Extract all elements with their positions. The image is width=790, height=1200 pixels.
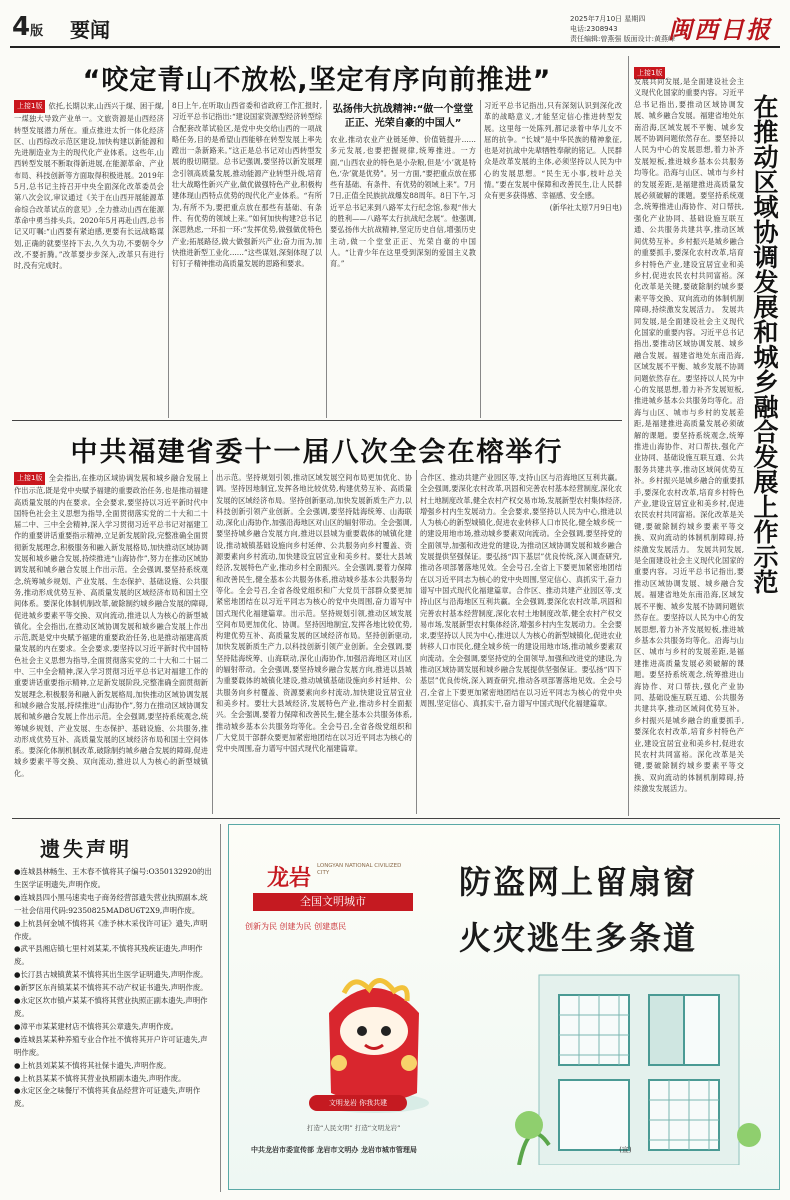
notice-item: ●长汀县古城镇黄某不慎将其出生医学证明遗失,声明作废。 (14, 970, 208, 980)
article1-headline: “咬定青山不放松,坚定有序向前推进” (82, 65, 552, 96)
article1-col4: 习近平总书记指出,只有深刻认识到深化改革的战略意义,才能坚定信心推进转型发展。这里每一处陈列,都记录着中华儿女不屈的抗争。“长城”是中华民族的精神象征,也是对抗战中先辈牺牲奉献的铭记。人民群众是改革发展的主体,必须坚持以人民为中心的发展思想。“民生无小事,枝叶总关情。”要在发展中保障和改善民生,让人民群众有更多获得感、幸福感、安全感。 (新华社太原7月9日电) (484, 101, 622, 212)
ad-footer (251, 1145, 632, 1155)
article1-col2: 8日上午,在听取山西省委和省政府工作汇报时,习近平总书记指出:“建设国家资源型经济转型综合配套改革试验区,是党中央交给山西的一项战略任务,目的是希望山西能够在转型发展上率先蹚出一条新路来。”这正是总书记对山西转型发展的殷切期望。总书记强调,要坚持以新发展理念引领高质量发展,推动能源产业转型升级,培育壮大战略性新兴产业,做优做强特色产业,积极构建体现山西特点优势的现代化产业体系。“有所为,有所不为,要把重点放在那些有基础、有条件、有优势的领域上来。”如何加快构建?总书记深思熟虑,一环扣一环:“发挥优势,做强做优特色产业;拓展路径,做大做强新兴产业;奋力而为,加快推进新型工业化……”这些谋划,深刻体现了以钉钉子精神推动高质量发展的思路和要求。 (172, 101, 322, 269)
ad-caption: 打造“人民文明” 打造“文明龙岩” (307, 1124, 401, 1132)
top-rule (10, 46, 780, 48)
divider (212, 470, 213, 814)
notice-item: ●连城县林畅生、王木春不慎将其子编号:O350132920的出生医学证明遗失,声明作废。 (14, 867, 212, 889)
article2-col2: 出示范。坚持规划引领,推动区域发展空间布局更加优化、协调。坚持因地制宜,发挥各地比较优势,构建优势互补、高质量发展的区域经济布局。坚持创新驱动,加快发展新质生产力,以科技创新引领产业创新。全会强调,要坚持陆海统筹、山海联动,深化山海协作,加强沿海地区对山区的辐射带动。全会强调,要坚持城乡融合发展方向,推进以县城为重要载体的城镇化建设,推动城镇基础设施向乡村延伸、公共服务向乡村覆盖、资源要素向乡村流动,加快建设宜居宜业和美乡村。要壮大县域经济,发展特色产业,推动乡村全面振兴。全会强调,要着力保障和改善民生,健全基本公共服务体系,推动城乡基本公共服务均等化。全会号召,全省各级党组织和广大党员干部群众要更加紧密地团结在以习近平同志为核心的党中央周围,奋力谱写中国式现代化福建篇章。出示范。坚持规划引领,推动区域发展空间布局更加优化、协调。坚持因地制宜,发挥各地比较优势,构建优势互补、高质量发展的区域经济布局。坚持创新驱动,加快发展新质生产力,以科技创新引领产业创新。全会强调,要坚持陆海统筹、山海联动,深化山海协作,加强沿海地区对山区的辐射带动。全会强调,要坚持城乡融合发展方向,推进以县城为重要载体的城镇化建设,推动城镇基础设施向乡村延伸、公共服务向乡村覆盖、资源要素向乡村流动,加快建设宜居宜业和美乡村。要壮大县域经济,发展特色产业,推动乡村全面振兴。全会强调,要着力保障和改善民生,健全基本公共服务体系,推动城乡基本公共服务均等化。全会号召,全省各级党组织和广大党员干部群众要更加紧密地团结在以习近平同志为核心的党中央周围,奋力谱写中国式现代化福建篇章。 (216, 473, 412, 754)
notice-item: ●连城县四小黑马速卖电子商务经营部遗失营业执照副本,统一社会信用代码:92350825MAD8U6T2X9,声明作废。 (14, 892, 208, 915)
notice-item: ●永定区坎市镇卢某某不慎将其营业执照正副本遗失,声明作废。 (14, 996, 208, 1018)
notice-item: ●新罗区东肖镇某某不慎将其不动产权证书遗失,声明作废。 (14, 983, 208, 993)
ad-slogan-small: 创新为民 创建为民 创建惠民 (245, 922, 347, 931)
building-illustration (499, 965, 769, 1165)
section-rule (12, 818, 780, 819)
section-name: 要闻 (70, 18, 110, 42)
notice-list (14, 866, 214, 1111)
article2-headline: 中共福建省委十一届八次全会在榕举行 (70, 437, 564, 468)
ad-pill: 文明龙岩 你我共建 (309, 1095, 407, 1111)
ad-line2: 火灾逃生多条道 (458, 919, 697, 957)
page-number: 4版 (12, 12, 44, 42)
article1-col3: 弘扬伟大抗战精神:“做一个堂堂正正、光荣自豪的中国人” 农业,推动农业产业链延伸、价值链提升……多元发展,也要把握规律,统筹推进。一方面,“山西农业的特色是小杂粮,但是‘小’就是特色,‘杂’就是优势”。另一方面,“要把重点放在那些有基础、有条件、有优势的领域上来”。7月7日,正值全民族抗战爆发88周年。8日下午,习近平总书记来到八路军太行纪念馆,参观“伟大的胜利——八路军太行抗战纪念展”。他强调,要弘扬伟大抗战精神,坚定历史自信,增强历史主动,做一个堂堂正正、光荣自豪的中国人。“让青少年在这里受到深刻的爱国主义教育。” (330, 104, 476, 269)
divider (628, 56, 629, 816)
masthead-info (570, 14, 675, 44)
article2-tag: 上接1版 (14, 472, 45, 485)
divider (326, 100, 327, 418)
right-article-headline: 在推动区域协调发展和城乡融合发展上作示范 (750, 94, 779, 594)
ad-line1: 防盗网上留扇窗 (458, 863, 697, 901)
ad-suffix: (宣) (619, 1146, 632, 1154)
public-service-ad (228, 824, 780, 1190)
article2-col1: 上接1版 全会指出,在推动区域协调发展和城乡融合发展上作出示范,既是党中央赋予福建的重要政治任务,也是推动福建高质量发展的内在要求。全会要求,要坚持以习近平新时代中国特色社会主义思想为指导,全面贯彻落实党的二十大和二十届二中、三中全会精神,深入学习贯彻习近平总书记对福建工作的重要讲话重要指示精神,立足新发展阶段,完整准确全面贯彻新发展理念,积极服务和融入新发展格局,加快推动区域协调发展和城乡融合发展,持续推进“山海协作”,努力在推动区域协调发展和城乡融合发展上作出示范。全会强调,要坚持系统观念,统筹城乡规划、产业发展、生态保护、基础设施、公共服务,推动形成优势互补、高质量发展的区域经济布局和国土空间体系。要深化体制机制改革,破除制约城乡融合发展的障碍,促进城乡要素平等交换、双向流动,推进以人为核心的新型城镇化。全会指出,在推动区域协调发展和城乡融合发展上作出示范,既是党中央赋予福建的重要政治任务,也是推动福建高质量发展的内在要求。全会要求,要坚持以习近平新时代中国特色社会主义思想为指导,全面贯彻落实党的二十大和二十届二中、三中全会精神,深入学习贯彻习近平总书记对福建工作的重要讲话重要指示精神,立足新发展阶段,完整准确全面贯彻新发展理念,积极服务和融入新发展格局,加快推动区域协调发展和城乡融合发展,持续推进“山海协作”,努力在推动区域协调发展和城乡融合发展上作出示范。全会强调,要坚持系统观念,统筹城乡规划、产业发展、生态保护、基础设施、公共服务,推动形成优势互补、高质量发展的区域经济布局和国土空间体系。要深化体制机制改革,破除制约城乡融合发展的障碍,促进城乡要素平等交换、双向流动,推进以人为核心的新型城镇化。 (14, 473, 208, 778)
notice-item: ●永定区金之味餐厅不慎将其食品经营许可证遗失,声明作废。 (14, 1086, 201, 1109)
notice-item: ●漳平市某某建材店不慎将其公章遗失,声明作废。 (14, 1021, 179, 1031)
article1-col1: 上接1版 依托,长期以来,山西兴于煤、困于煤,一煤独大导致产业单一。文旅资源是山西经济转型发展潜力所在。重点推进太忻一体化经济区、山西综改示范区建设,加快构建以新能源和先进制造业为主的现代化产业体系。这些年,山西转型发展不断取得新进展,在能源革命、产业布局、科技创新等方面取得积极进展。2019年5月,总书记主持召开中央全面深化改革委员会第八次会议,审议通过《关于在山西开展能源革命综合改革试点的意见》,全力推动山西在能源革命中勇当排头兵。2020年5月再赴山西,总书记又叮嘱:“山西要有紧迫感,更要有长远战略谋划,正确的就要坚持下去,久久为功,不要朝令夕改,不要折腾。”改革要步步深入,改革只有进行时,没有完成时。 (14, 101, 164, 271)
issue-date: 2025年7月10日 星期四 (570, 15, 646, 23)
article1-source: (新华社太原7月9日电) (549, 202, 622, 212)
right-article-body: 发展共同发展,是全面建设社会主义现代化国家的重要内容。习近平总书记指出,要推动区域协调发展、城乡融合发展。福建省地处东南沿海,区域发展不平衡、城乡发展不协调问题依然存在。要坚持以人民为中心的发展思想,着力补齐发展短板,推进城乡基本公共服务均等化。沿海与山区、城市与乡村的发展差距,是福建推进高质量发展必须破解的课题。要坚持系统观念,统筹推进山海协作、对口帮扶,强化产业协同、基础设施互联互通、公共服务共建共享,推动区域间优势互补。乡村振兴是城乡融合的重要抓手,要深化农村改革,培育乡村特色产业,建设宜居宜业和美乡村,促进农民农村共同富裕。深化改革是关键,要破除制约城乡要素平等交换、双向流动的体制机制障碍,持续激发发展活力。 发展共同发展,是全面建设社会主义现代化国家的重要内容。习近平总书记指出,要推动区域协调发展、城乡融合发展。福建省地处东南沿海,区域发展不平衡、城乡发展不协调问题依然存在。要坚持以人民为中心的发展思想,着力补齐发展短板,推进城乡基本公共服务均等化。沿海与山区、城市与乡村的发展差距,是福建推进高质量发展必须破解的课题。要坚持系统观念,统筹推进山海协作、对口帮扶,强化产业协同、基础设施互联互通、公共服务共建共享,推动区域间优势互补。乡村振兴是城乡融合的重要抓手,要深化农村改革,培育乡村特色产业,建设宜居宜业和美乡村,促进农民农村共同富裕。深化改革是关键,要破除制约城乡要素平等交换、双向流动的体制机制障碍,持续激发发展活力。 发展共同发展,是全面建设社会主义现代化国家的重要内容。习近平总书记指出,要推动区域协调发展、城乡融合发展。福建省地处东南沿海,区域发展不平衡、城乡发展不协调问题依然存在。要坚持以人民为中心的发展思想,着力补齐发展短板,推进城乡基本公共服务均等化。沿海与山区、城市与乡村的发展差距,是福建推进高质量发展必须破解的课题。要坚持系统观念,统筹推进山海协作、对口帮扶,强化产业协同、基础设施互联互通、公共服务共建共享,推动区域间优势互补。乡村振兴是城乡融合的重要抓手,要深化农村改革,培育乡村特色产业,建设宜居宜业和美乡村,促进农民农村共同富裕。深化改革是关键,要破除制约城乡要素平等交换、双向流动的体制机制障碍,持续激发发展活力。 (634, 77, 744, 794)
phone: 电话:2308943 (570, 25, 618, 33)
notice-title: 遗失声明 (40, 837, 132, 861)
ad-city-en: LONGYAN NATIONAL CIVILIZED CITY (317, 863, 402, 876)
notice-item: ●上杭县何金城不慎将其《准予林木采伐许可证》遗失,声明作废。 (14, 918, 208, 941)
newspaper-logo: 闽西日报 (668, 15, 772, 44)
divider (416, 470, 417, 814)
divider (480, 100, 481, 418)
notice-item: ●连城县某某种养殖专业合作社不慎将其开户许可证遗失,声明作废。 (14, 1034, 208, 1057)
notice-item: ●上杭县某某不慎将其营业执照副本遗失,声明作废。 (14, 1073, 186, 1083)
divider (168, 100, 169, 418)
article2-col3: 合作区、推动共建产业园区等,支持山区与沿海地区互利共赢。全会强调,要深化农村改革,巩固和完善农村基本经营制度,深化农村土地制度改革,健全农村产权交易市场,发展新型农村集体经济,增强乡村内生发展动力。全会要求,要坚持以人民为中心,推进以人为核心的新型城镇化,促进农业转移人口市民化,健全城乡统一的建设用地市场,推动城乡要素双向流动。全会强调,要坚持党的全面领导,加强和改进党的建设,为推动区域协调发展和城乡融合发展提供坚强保证。要弘扬“四下基层”优良传统,深入调查研究,推动各项部署落地见效。全会号召,全省上下要更加紧密地团结在以习近平同志为核心的党中央周围,坚定信心、真抓实干,奋力谱写中国式现代化福建篇章。合作区、推动共建产业园区等,支持山区与沿海地区互利共赢。全会强调,要深化农村改革,巩固和完善农村基本经营制度,深化农村土地制度改革,健全农村产权交易市场,发展新型农村集体经济,增强乡村内生发展动力。全会要求,要坚持以人民为中心,推进以人为核心的新型城镇化,促进农业转移人口市民化,健全城乡统一的建设用地市场,推动城乡要素双向流动。全会强调,要坚持党的全面领导,加强和改进党的建设,为推动区域协调发展和城乡融合发展提供坚强保证。要弘扬“四下基层”优良传统,深入调查研究,推动各项部署落地见效。全会号召,全省上下要更加紧密地团结在以习近平同志为核心的党中央周围,坚定信心、真抓实干,奋力谱写中国式现代化福建篇章。 (420, 473, 622, 708)
ad-city-logo (253, 857, 413, 917)
notice-item: ●上杭县刘某某不慎将其社保卡遗失,声明作废。 (14, 1060, 171, 1070)
ad-badge: 全国文明城市 (253, 893, 413, 911)
editors: 责任编辑:曾燕强 版面设计:黄燕峰 (570, 35, 675, 43)
notice-item: ●武平县湘店镇七里村刘某某,不慎将其残疾证遗失,声明作废。 (14, 944, 203, 967)
right-article-tag: 上接1版 (634, 62, 668, 81)
masthead (10, 8, 780, 46)
divider (220, 824, 221, 1192)
article1-tag: 上接1版 (14, 100, 45, 113)
section-rule (12, 420, 622, 421)
article1-subhead: 弘扬伟大抗战精神:“做一个堂堂正正、光荣自豪的中国人” (332, 104, 474, 129)
ad-organizations: 中共龙岩市委宣传部 龙岩市文明办 龙岩市城市管理局 (251, 1146, 417, 1154)
ad-city-name: 龙岩 (267, 865, 312, 891)
